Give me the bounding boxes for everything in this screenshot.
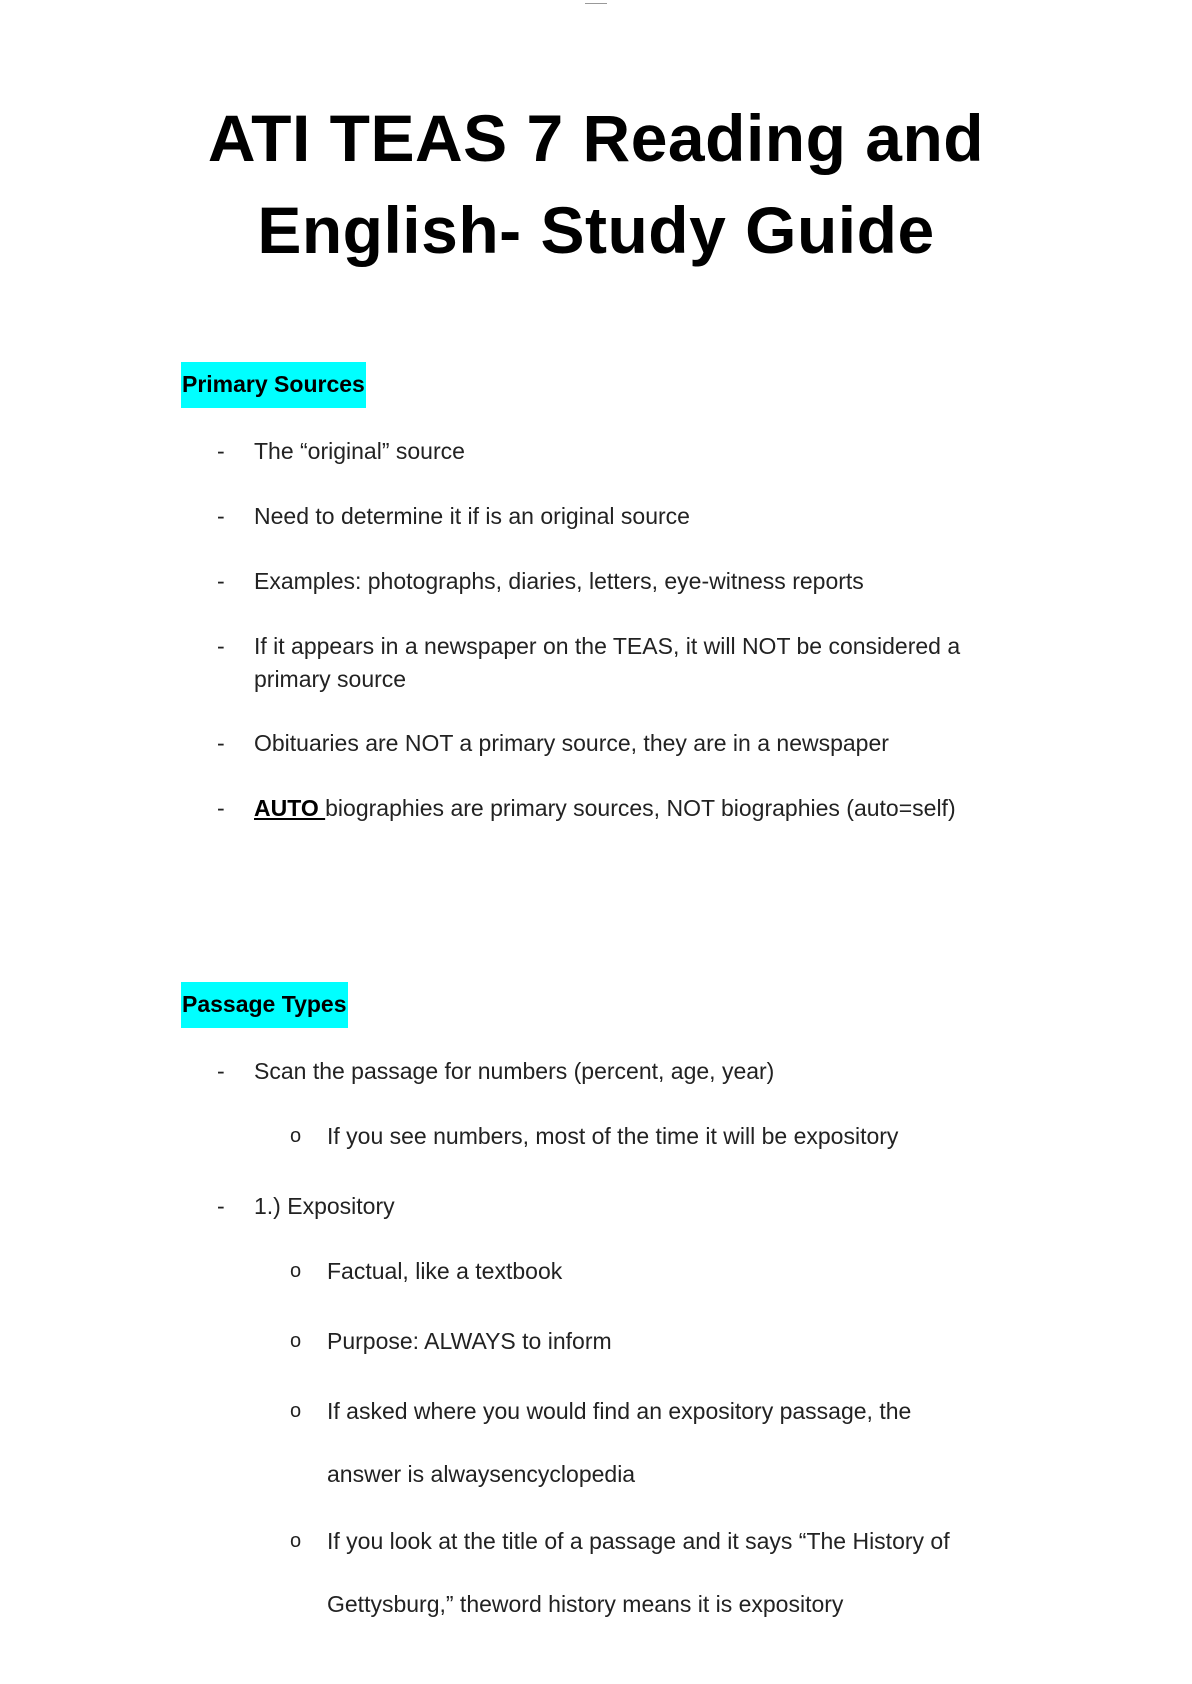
page-top-mark xyxy=(585,0,607,4)
list-item: If it appears in a newspaper on the TEAS, it will NOT be considered a xyxy=(254,633,961,659)
circle-bullet: o xyxy=(290,1260,302,1282)
title-line-1: ATI TEAS 7 Reading and xyxy=(207,101,985,175)
dash-bullet: - xyxy=(217,730,225,756)
dash-bullet: - xyxy=(217,633,225,659)
auto-rest: biographies are primary sources, NOT biographies (auto=self) xyxy=(325,795,956,821)
section-heading-passage-types: Passage Types xyxy=(181,982,348,1028)
sub-list-item-continuation: Gettysburg,” theword history means it is expository xyxy=(327,1591,844,1617)
list-item: The “original” source xyxy=(254,438,465,464)
circle-bullet: o xyxy=(290,1530,302,1552)
dash-bullet: - xyxy=(217,568,225,594)
sub-list-item: Purpose: ALWAYS to inform xyxy=(327,1328,612,1354)
sub-list-item-continuation: answer is alwaysencyclopedia xyxy=(327,1461,636,1487)
auto-emphasis: AUTO xyxy=(254,795,326,821)
sub-list-item: Factual, like a textbook xyxy=(327,1258,563,1284)
sub-list-item: If asked where you would find an expository passage, the xyxy=(327,1398,912,1424)
dash-bullet: - xyxy=(217,1193,225,1219)
dash-bullet: - xyxy=(217,795,225,821)
dash-bullet: - xyxy=(217,1058,225,1084)
document-title xyxy=(0,92,1192,276)
list-item-autobiographies xyxy=(254,792,1014,825)
circle-bullet: o xyxy=(290,1400,302,1422)
list-item: Examples: photographs, diaries, letters, eye-witness reports xyxy=(254,568,864,594)
section-heading-primary-sources: Primary Sources xyxy=(181,362,366,408)
list-item-continuation: primary source xyxy=(254,666,407,692)
sub-list-item: If you look at the title of a passage and it says “The History of xyxy=(327,1528,950,1554)
list-item: Need to determine it if is an original source xyxy=(254,503,690,529)
list-item: Scan the passage for numbers (percent, age, year) xyxy=(254,1058,775,1084)
dash-bullet: - xyxy=(217,438,225,464)
circle-bullet: o xyxy=(290,1330,302,1352)
circle-bullet: o xyxy=(290,1125,302,1147)
list-item: Obituaries are NOT a primary source, they are in a newspaper xyxy=(254,730,889,756)
list-item: 1.) Expository xyxy=(254,1193,395,1219)
title-line-2: English- Study Guide xyxy=(257,193,935,267)
dash-bullet: - xyxy=(217,503,225,529)
sub-list-item: If you see numbers, most of the time it will be expository xyxy=(327,1123,899,1149)
